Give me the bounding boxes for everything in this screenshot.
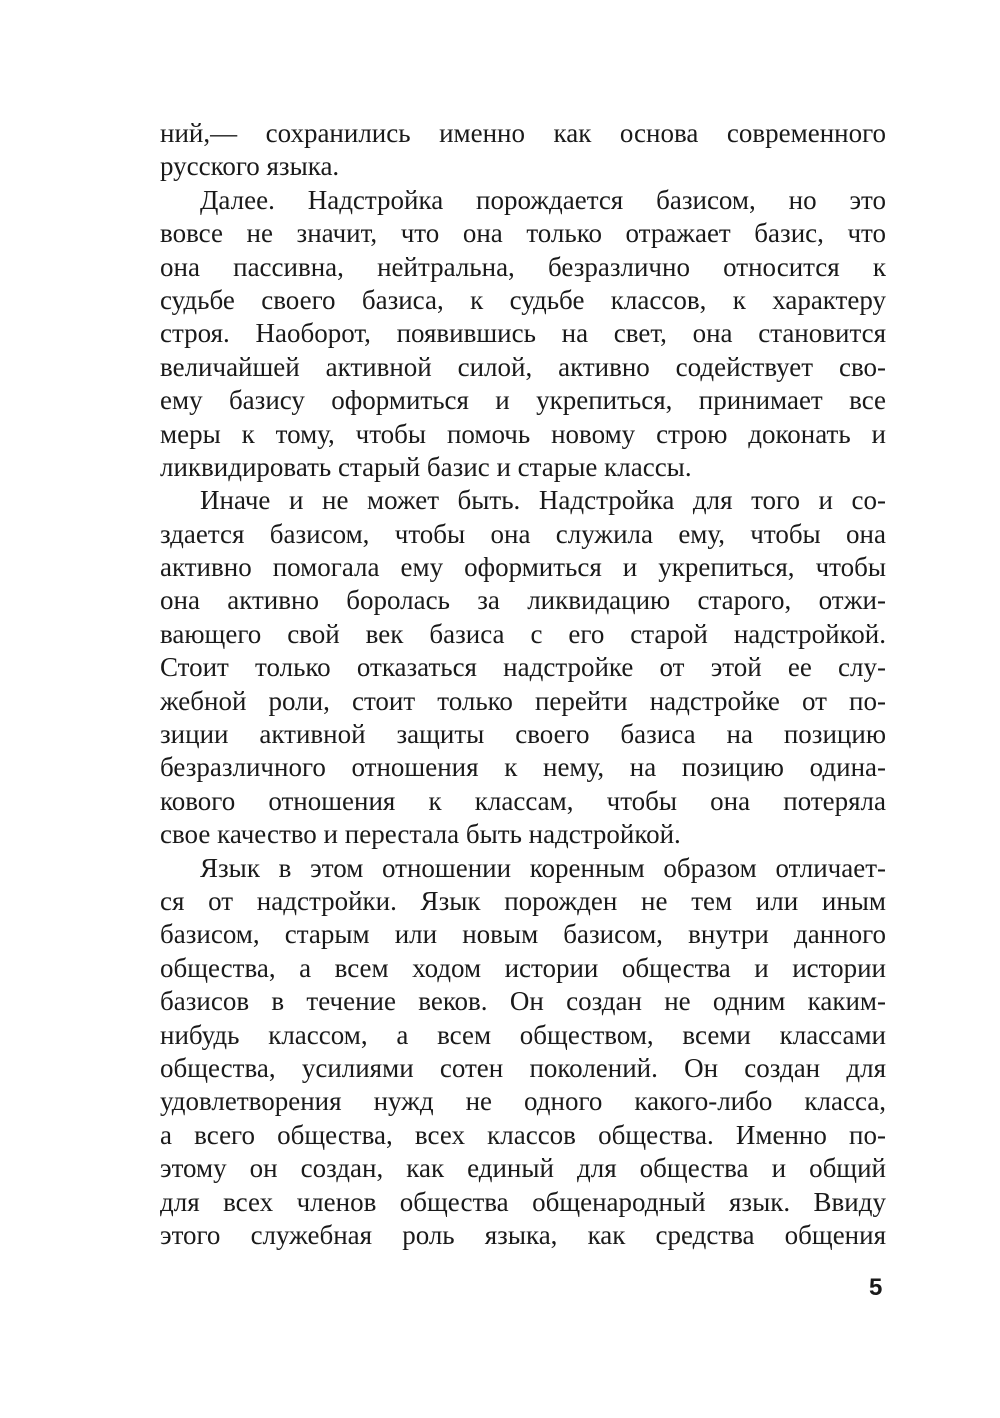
text-line: ликвидировать старый базис и старые классы. (160, 451, 692, 482)
text-line: Стоит только отказаться надстройке от этой ее слу- (160, 652, 886, 683)
text-line: общества, усилиями сотен поколений. Он создан для (160, 1052, 886, 1083)
text-line: зиции активной защиты своего базиса на позицию (160, 719, 886, 750)
text-line: русского языка. (160, 151, 340, 182)
text-line: нибудь классом, а всем обществом, всеми классами (160, 1019, 886, 1050)
text-line: жебной роли, стоит только перейти надстройке от по- (160, 685, 886, 716)
text-line: базисом, старым или новым базисом, внутри данного (160, 919, 886, 950)
text-line: активно помогала ему оформиться и укрепиться, чтобы (160, 552, 886, 583)
text-line: она активно боролась за ликвидацию старого, отжи- (160, 585, 886, 616)
text-line: безразличного отношения к нему, на позицию одина- (160, 752, 886, 783)
text-line: вовсе не значит, что она только отражает базис, что (160, 218, 886, 249)
text-line: меры к тому, чтобы помочь новому строю доконать и (160, 418, 886, 449)
text-line: удовлетворения нужд не одного какого-либо класса, (160, 1086, 886, 1117)
text-line: величайшей активной силой, активно содействует сво- (160, 351, 886, 382)
text-line: ся от надстройки. Язык порожден не тем или иным (160, 885, 886, 916)
text-line: она пассивна, нейтральна, безразлично относится к (160, 251, 886, 282)
text-line: кового отношения к классам, чтобы она потеряла (160, 785, 886, 816)
text-line: общества, а всем ходом истории общества и истории (160, 952, 886, 983)
text-line: ему базису оформиться и укрепиться, принимает все (160, 385, 886, 416)
text-line: строя. Наоборот, появившись на свет, она становится (160, 318, 886, 349)
text-line: здается базисом, чтобы она служила ему, чтобы она (160, 518, 886, 549)
text-line: Язык в этом отношении коренным образом отличает- (200, 852, 886, 883)
body-text (160, 117, 886, 1252)
text-line: этого служебная роль языка, как средства общения (160, 1219, 886, 1250)
text-line: Иначе и не может быть. Надстройка для того и со- (200, 485, 886, 516)
text-line: судьбе своего базиса, к судьбе классов, к характеру (160, 284, 886, 315)
text-line: для всех членов общества общенародный язык. Ввиду (160, 1186, 886, 1217)
text-line: ний,— сохранились именно как основа современного (160, 118, 886, 148)
text-line: базисов в течение веков. Он создан не одним каким- (160, 986, 886, 1017)
text-line: а всего общества, всех классов общества. Именно по- (160, 1119, 886, 1150)
text-line: этому он создан, как единый для общества и общий (160, 1153, 886, 1184)
text-line: Далее. Надстройка порождается базисом, но это (200, 184, 886, 215)
text-line: вающего свой век базиса с его старой надстройкой. (160, 618, 886, 649)
page-number: 5 (869, 1274, 883, 1301)
text-line: свое качество и перестала быть надстройкой. (160, 819, 681, 850)
